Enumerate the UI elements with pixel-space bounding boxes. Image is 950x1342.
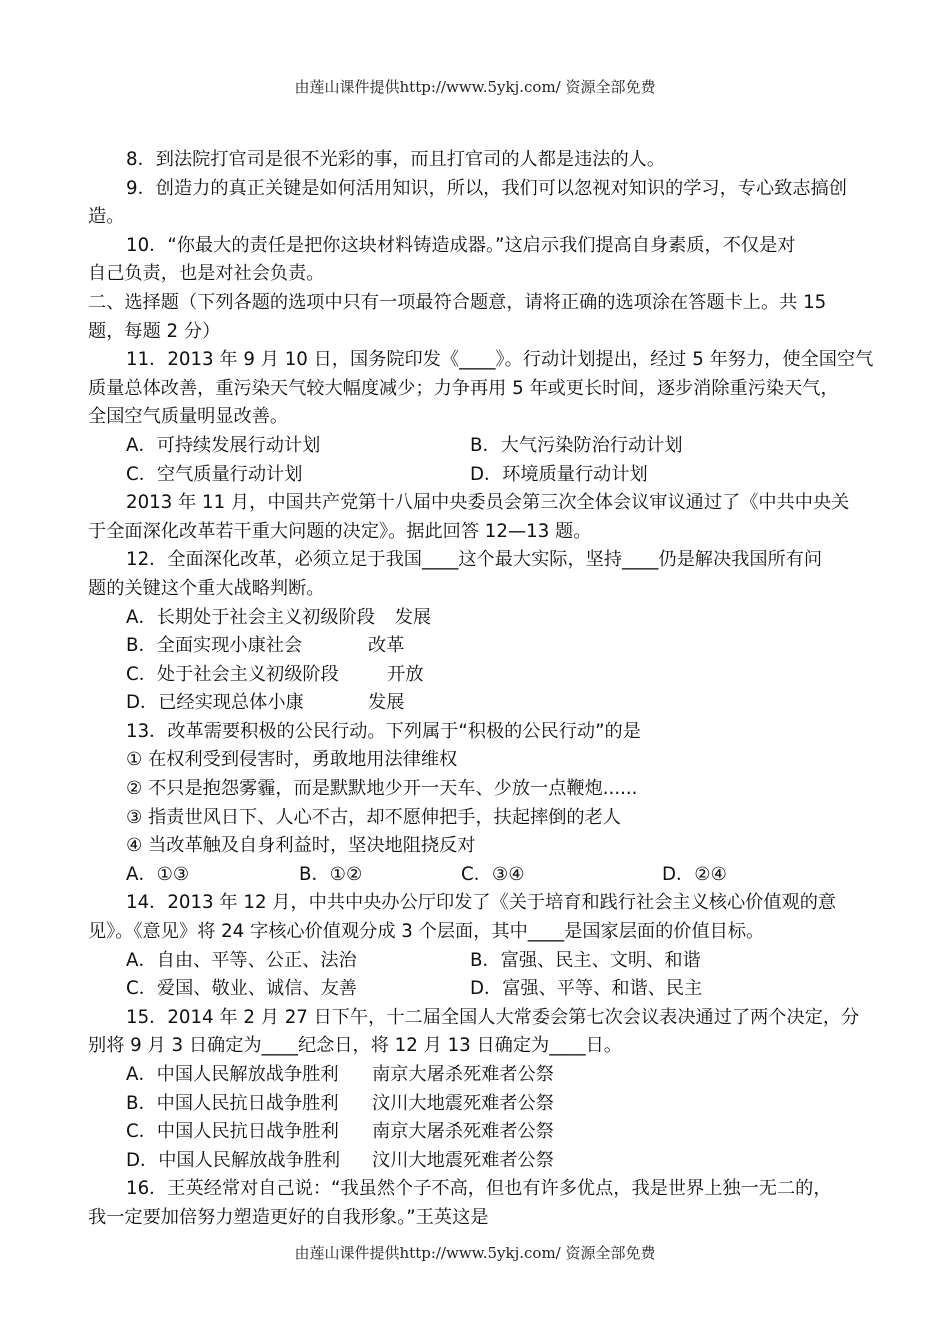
intro-12-13-line1: 2013 年 11 月，中国共产党第十八届中央委员会第三次全体会议审议通过了《中共中央关 bbox=[126, 492, 850, 514]
question-15-option-b bbox=[88, 1090, 878, 1119]
option-b-part2: 改革 bbox=[368, 635, 405, 657]
option-a: A．自由、平等、公正、法治 bbox=[126, 949, 357, 971]
option-b-part1: B．中国人民抗日战争胜利 bbox=[126, 1092, 339, 1114]
question-13-statement-1: ① 在权利受到侵害时，勇敢地用法律维权 bbox=[126, 749, 458, 771]
question-12-line2: 题的关键这个重大战略判断。 bbox=[88, 577, 325, 599]
exam-page-body bbox=[88, 146, 878, 1233]
option-d-part1: D．中国人民解放战争胜利 bbox=[126, 1149, 341, 1171]
option-a: A．可持续发展行动计划 bbox=[126, 434, 321, 456]
option-d-part2: 汶川大地震死难者公祭 bbox=[372, 1149, 554, 1171]
question-11-line1: 11．2013 年 9 月 10 日，国务院印发《____》。行动计划提出，经过 5 年努力，使全国空气 bbox=[126, 349, 874, 371]
question-10-line2: 自己负责，也是对社会负责。 bbox=[88, 263, 325, 285]
question-12-option-b bbox=[88, 632, 878, 661]
option-a-part1: A．长期处于社会主义初级阶段 bbox=[126, 606, 375, 628]
option-a-part2: 南京大屠杀死难者公祭 bbox=[372, 1064, 554, 1085]
question-13-statement-4: ④ 当改革触及自身利益时，坚决地阻挠反对 bbox=[126, 835, 476, 857]
section-2-heading-line2: 题，每题 2 分） bbox=[88, 320, 221, 342]
question-12-option-a bbox=[88, 604, 878, 633]
question-15-option-a bbox=[88, 1061, 878, 1090]
question-11-options-cd bbox=[88, 461, 878, 490]
option-d-part2: 发展 bbox=[368, 692, 405, 714]
option-a: A．①③ bbox=[126, 863, 190, 885]
question-9-line1: 9．创造力的真正关键是如何活用知识，所以，我们可以忽视对知识的学习，专心致志搞创 bbox=[126, 177, 847, 199]
option-c-part2: 南京大屠杀死难者公祭 bbox=[372, 1121, 554, 1143]
option-d: D．②④ bbox=[662, 863, 727, 885]
question-15-line2: 别将 9 月 3 日确定为____纪念日，将 12 月 13 日确定为____日。 bbox=[88, 1035, 622, 1057]
question-9-line2: 造。 bbox=[88, 206, 125, 228]
question-14-line2: 见》。《意见》将 24 字核心价值观分成 3 个层面，其中____是国家层面的价值目标。 bbox=[88, 921, 765, 943]
option-b: B．富强、民主、文明、和谐 bbox=[470, 949, 701, 971]
option-c-part1: C．处于社会主义初级阶段 bbox=[126, 663, 339, 685]
page-footer: 由莲山课件提供http://www.5ykj.com/ 资源全部免费 bbox=[294, 1244, 656, 1262]
option-d-part1: D．已经实现总体小康 bbox=[126, 692, 304, 714]
question-13-statement-3: ③ 指责世风日下、人心不古，却不愿伸把手，扶起摔倒的老人 bbox=[126, 806, 621, 828]
question-10-line1: 10．“你最大的责任是把你这块材料铸造成器。”这启示我们提高自身素质，不仅是对 bbox=[126, 234, 796, 256]
question-14-options-ab bbox=[88, 947, 878, 976]
question-16-line2: 我一定要加倍努力塑造更好的自我形象。”王英这是 bbox=[88, 1206, 489, 1228]
section-2-heading-line1: 二、选择题（下列各题的选项中只有一项最符合题意，请将正确的选项涂在答题卡上。共 15 bbox=[88, 291, 827, 313]
option-c: C．爱国、敬业、诚信、友善 bbox=[126, 978, 357, 1000]
question-15-option-c bbox=[88, 1118, 878, 1147]
question-12-option-c bbox=[88, 661, 878, 690]
question-8: 8．到法院打官司是很不光彩的事，而且打官司的人都是违法的人。 bbox=[126, 149, 666, 170]
question-15-line1: 15．2014 年 2 月 27 日下午，十二届全国人大常委会第七次会议表决通过了两个决定，分 bbox=[126, 1006, 860, 1028]
option-b-part1: B．全面实现小康社会 bbox=[126, 635, 303, 657]
question-16-line1: 16．王英经常对自己说：“我虽然个子不高，但也有许多优点，我是世界上独一无二的， bbox=[126, 1178, 832, 1200]
question-14-options-cd bbox=[88, 975, 878, 1004]
option-c-part2: 开放 bbox=[387, 663, 424, 685]
question-13-statement-2: ② 不只是抱怨雾霾，而是默默地少开一天车、少放一点鞭炮...... bbox=[126, 778, 638, 800]
option-b: B．大气污染防治行动计划 bbox=[470, 434, 683, 456]
option-b: B．①② bbox=[299, 863, 363, 885]
page-header: 由莲山课件提供http://www.5ykj.com/ 资源全部免费 bbox=[294, 78, 656, 96]
option-a-part2: 发展 bbox=[394, 606, 432, 628]
option-b-part2: 汶川大地震死难者公祭 bbox=[372, 1092, 554, 1114]
option-c: C．③④ bbox=[461, 863, 525, 885]
question-14-line1: 14．2013 年 12 月，中共中央办公厅印发了《关于培育和践行社会主义核心价值观的意 bbox=[126, 892, 837, 914]
question-13-options bbox=[88, 861, 878, 890]
question-11-line3: 全国空气质量明显改善。 bbox=[88, 406, 289, 428]
option-a-part1: A．中国人民解放战争胜利 bbox=[126, 1064, 339, 1085]
option-d: D．富强、平等、和谐、民主 bbox=[470, 978, 703, 1000]
question-12-option-d bbox=[88, 689, 878, 718]
question-13-stem: 13．改革需要积极的公民行动。下列属于“积极的公民行动”的是 bbox=[126, 720, 641, 742]
option-d: D．环境质量行动计划 bbox=[470, 463, 648, 485]
question-12-line1: 12．全面深化改革，必须立足于我国____这个最大实际，坚持____仍是解决我国所有问 bbox=[126, 549, 823, 571]
question-15-option-d bbox=[88, 1147, 878, 1176]
intro-12-13-line2: 于全面深化改革若干重大问题的决定》。据此回答 12—13 题。 bbox=[88, 520, 592, 542]
option-c-part1: C．中国人民抗日战争胜利 bbox=[126, 1121, 339, 1143]
option-c: C．空气质量行动计划 bbox=[126, 463, 303, 485]
question-11-line2: 质量总体改善，重污染天气较大幅度减少；力争再用 5 年或更长时间，逐步消除重污染天气， bbox=[88, 377, 839, 399]
question-11-options-ab bbox=[88, 432, 878, 461]
